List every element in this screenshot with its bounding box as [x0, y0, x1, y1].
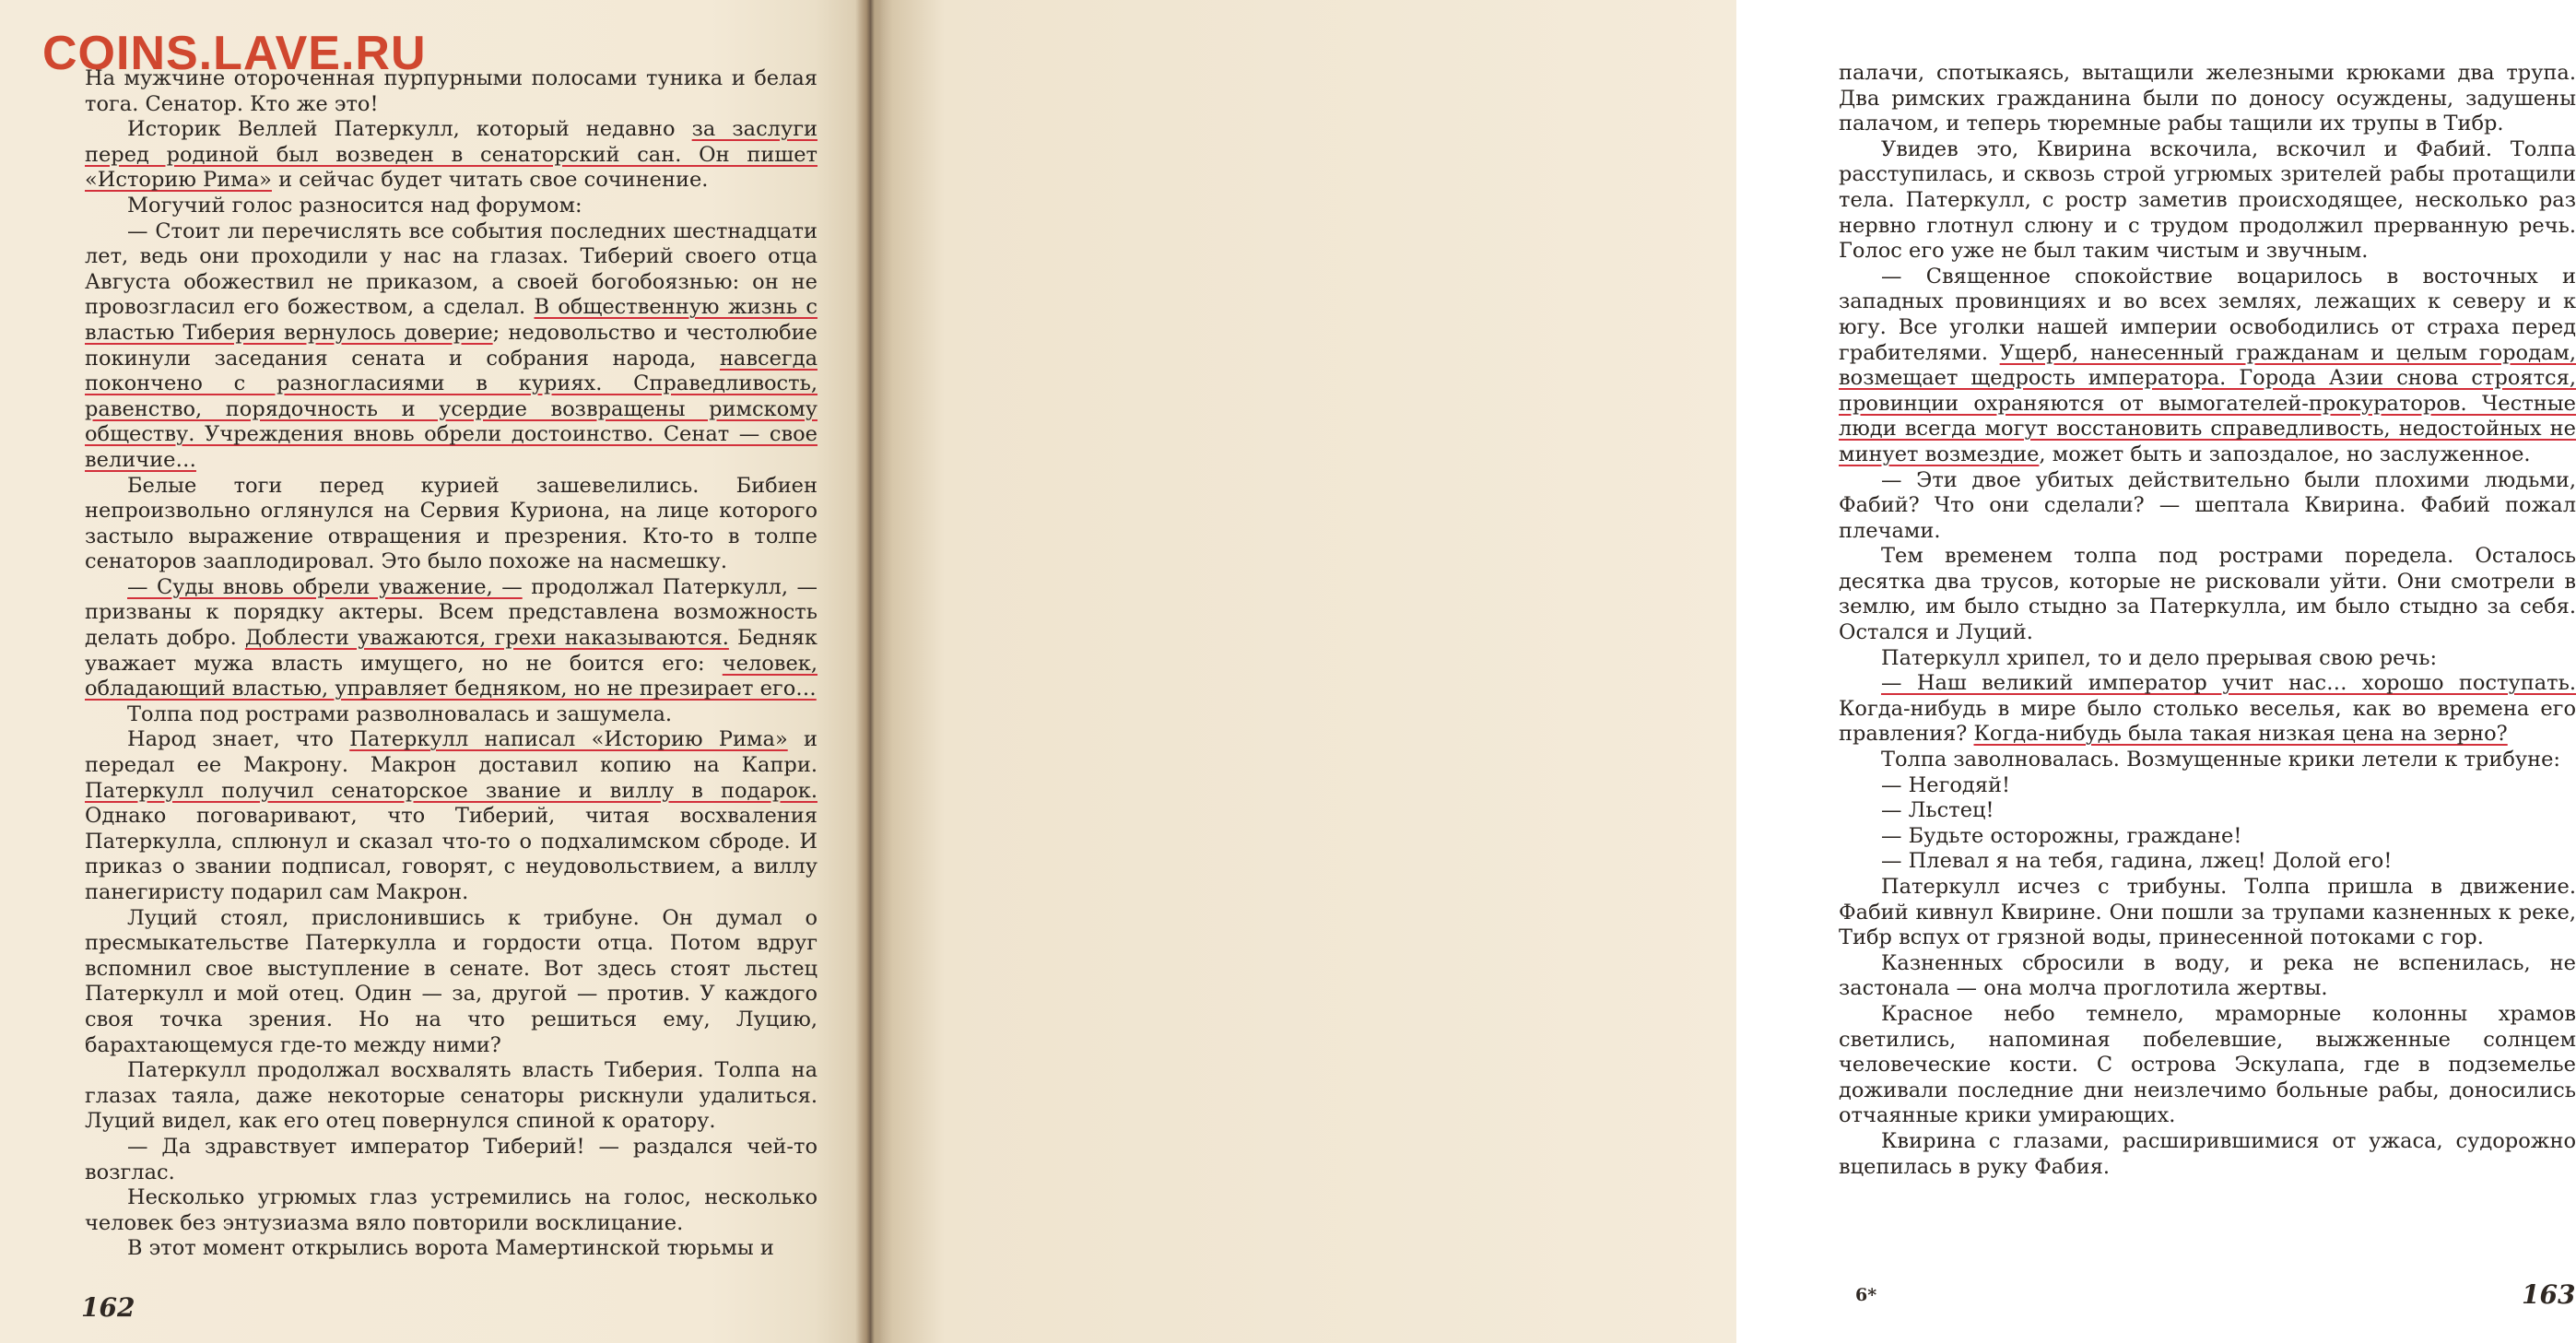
underlined-passage: Когда-нибудь была такая низкая цена на зерно?: [1973, 722, 2508, 747]
underlined-passage: Патеркулл получил сенаторское звание и виллу в подарок.: [85, 778, 817, 803]
text-run: — Негодяй!: [1881, 772, 2011, 797]
text-run: Могучий голос разносится над форумом:: [127, 193, 582, 218]
underlined-passage: Доблести уважаются, грехи наказываются.: [244, 626, 729, 651]
paragraph: [1839, 265, 2576, 468]
paragraph: [1839, 671, 2576, 748]
paragraph: [85, 117, 817, 194]
paragraph: [85, 219, 817, 474]
paragraph: [85, 1058, 817, 1135]
paragraph: [1839, 849, 2576, 875]
paragraph: [1839, 468, 2576, 545]
underlined-passage: — Наш великий император учит нас… хорошо поступать.: [1881, 671, 2576, 696]
paragraph: [1839, 1002, 2576, 1129]
text-run: Увидев это, Квирина вскочила, вскочил и Фабий. Толпа расступилась, и сквозь строй угрюмых зрителей рабы протащили тела. Патеркулл, с ростр заметив происходящее, несколько раз нервно глотнул слюну и с трудом продолжил прерванную речь. Голос его уже не был таким чистым и звучным.: [1839, 136, 2576, 264]
text-run: — Да здравствует император Тиберий! — раздался чей-то возглас.: [85, 1134, 817, 1184]
text-run: — Эти двое убитых действительно были плохими людьми, Фабий? Что они сделали? — шептала Квирина. Фабий пожал плечами.: [1839, 467, 2576, 543]
paragraph: [85, 1135, 817, 1185]
book-spine: [855, 0, 883, 1343]
right-page-text: [1839, 61, 2576, 1180]
text-run: Патеркулл продолжал восхвалять власть Тиберия. Толпа на глазах таяла, даже некоторые сенаторы рискнули удалиться. Луций видел, как его отец повернулся спиной к оратору.: [85, 1058, 817, 1134]
paragraph: [85, 1236, 817, 1262]
text-run: Красное небо темнело, мраморные колонны храмов светились, напоминая побелевшие, выжженные солнцем человеческие кости. С острова Эскулапа, где в подземелье доживали последние дни неизлечимо больные рабы, доносились отчаянные крики умирающих.: [1839, 1001, 2576, 1128]
text-run: Толпа под рострами разволновалась и зашумела.: [127, 701, 673, 726]
paragraph: [1839, 646, 2576, 672]
paragraph: [1839, 773, 2576, 799]
paragraph: [1839, 61, 2576, 137]
text-run: ; недовольство и честолюбие покинули заседания сената и собрания народа,: [85, 320, 817, 371]
underlined-passage: за заслуги перед родиной был возведен в сенаторский сан. Он пишет «Историю Рима»: [85, 117, 817, 193]
text-run: — Будьте осторожны, граждане!: [1881, 823, 2242, 848]
site-watermark: COINS.LAVE.RU: [42, 27, 427, 80]
text-run: На мужчине отороченная пурпурными полосами туника и белая тога. Сенатор. Кто же это!: [85, 66, 817, 116]
text-run: Казненных сбросили в воду, и река не вспенилась, не застонала — она молча проглотила жертвы.: [1839, 950, 2576, 1001]
paragraph: [85, 702, 817, 728]
text-run: Бедняк уважает мужа власть имущего, но не боится его:: [85, 626, 817, 676]
text-run: Однако поговаривают, что Тиберий, читая восхваления Патеркулла, сплюнул и сказал что-то о подхалимском сброде. И приказ о звании подписал, говорят, с неудовольствием, а виллу панегиристу подарил сам Макрон.: [85, 804, 817, 904]
left-page-text: [85, 66, 817, 1262]
text-run: Несколько угрюмых глаз устремились на голос, несколько человек без энтузиазма вяло повторили восклицание.: [85, 1185, 817, 1235]
text-run: — Священное спокойствие воцарилось в восточных и западных провинциях и во всех землях, лежащих к северу и к югу. Все уголки нашей империи освободились от страха перед грабителями.: [1839, 264, 2576, 365]
text-run: Квирина с глазами, расширившимися от ужаса, судорожно вцепилась в руку Фабия.: [1839, 1128, 2576, 1179]
left-page-number: 162: [81, 1292, 135, 1323]
left-page: [0, 0, 866, 1343]
underlined-passage: навсегда покончено с разногласиями в куриях. Справедливость, равенство, порядочность и усердие возвращены римскому обществу. Учреждения вновь обрели достоинство. Сенат — свое величие…: [85, 346, 817, 472]
paragraph: [1839, 875, 2576, 951]
text-run: и сейчас будет читать свое сочинение.: [271, 168, 709, 193]
underlined-passage: — Суды вновь обрели уважение, —: [127, 574, 523, 599]
underlined-passage: Ущерб, нанесенный гражданам и целым городам, возмещает щедрость императора. Города Азии снова строятся, провинции охраняются от вымогателей-прокураторов. Честные люди всегда могут восстановить справедливость, недостойных не минует возмездие: [1839, 340, 2576, 466]
paragraph: [1839, 544, 2576, 645]
paragraph: [1839, 798, 2576, 824]
text-run: Толпа заволновалась. Возмущенные крики летели к трибуне:: [1881, 748, 2561, 772]
text-run: , может быть и запоздалое, но заслуженное.: [2039, 442, 2531, 466]
text-run: Патеркулл хрипел, то и дело прерывая свою речь:: [1881, 645, 2438, 670]
paragraph: [85, 194, 817, 219]
underlined-passage: Патеркулл написал «Историю Рима»: [349, 727, 788, 752]
printer-signature-mark: 6*: [1855, 1285, 1877, 1305]
text-run: продолжал Патеркулл, — призваны к порядку актеры. Всем представлена возможность делать добро.: [85, 574, 817, 651]
text-run: Народ знает, что: [127, 727, 350, 752]
right-page: [866, 0, 2576, 1343]
paragraph: [85, 474, 817, 575]
paragraph: [1839, 1129, 2576, 1180]
paragraph: [85, 727, 817, 905]
text-run: Когда-нибудь в мире было столько веселья, как во времена его правления?: [1839, 696, 2576, 747]
text-run: — Льстец!: [1881, 798, 1994, 823]
paragraph: [1839, 951, 2576, 1002]
text-run: — Плевал я на тебя, гадина, лжец! Долой его!: [1881, 849, 2393, 874]
text-run: Белые тоги перед курией зашевелились. Бибиен непроизвольно оглянулся на Сервия Куриона, на лице которого застыло выражение отвращения и презрения. Кто-то в толпе сенаторов зааплодировал. Это было похоже на насмешку.: [85, 473, 817, 574]
text-run: Тем временем толпа под рострами поредела. Осталось десятка два трусов, которые не рисковали уйти. Они смотрели в землю, им было стыдно за Патеркулла, им было стыдно за себя. Остался и Луций.: [1839, 544, 2576, 645]
text-run: палачи, спотыкаясь, вытащили железными крюками два трупа. Два римских гражданина были по доносу осуждены, задушены палачом, и теперь тюремные рабы тащили их трупы в Тибр.: [1839, 61, 2576, 136]
text-run: — Стоит ли перечислять все события последних шестнадцати лет, ведь они проходили у нас на глазах. Тиберий своего отца Августа обожествил не приказом, а своей богобоязнью: он не провозгласил его божеством, а сделал.: [85, 218, 817, 320]
paragraph: [1839, 824, 2576, 850]
paragraph: [85, 575, 817, 702]
text-run: Патеркулл исчез с трибуны. Толпа пришла в движение. Фабий кивнул Квирине. Они пошли за трупами казненных к реке, Тибр вспух от грязной воды, принесенной потоками с гор.: [1839, 875, 2576, 950]
paragraph: [85, 1185, 817, 1236]
text-run: Историк Веллей Патеркулл, который недавно: [127, 117, 692, 142]
text-run: Луций стоял, прислонившись к трибуне. Он думал о пресмыкательстве Патеркулла и гордости отца. Потом вдруг вспомнил свое выступление в сенате. Вот здесь стоят льстец Патеркулл и мой отец. Один — за, другой — против. У каждого своя точка зрения. Но на что решиться ему, Луцию, барахтающемуся где-то между ними?: [85, 905, 817, 1057]
underlined-passage: В общественную жизнь с властью Тиберия вернулось доверие: [85, 295, 817, 345]
underlined-passage: человек, обладающий властью, управляет бедняком, но не презирает его…: [85, 651, 817, 701]
paragraph: [85, 906, 817, 1059]
right-page-number: 163: [2522, 1279, 2576, 1310]
paragraph: [1839, 748, 2576, 773]
text-run: В этот момент открылись ворота Мамертинской тюрьмы и: [127, 1236, 774, 1261]
paragraph: [1839, 137, 2576, 265]
text-run: и передал ее Макрону. Макрон доставил копию на Капри.: [85, 727, 818, 778]
